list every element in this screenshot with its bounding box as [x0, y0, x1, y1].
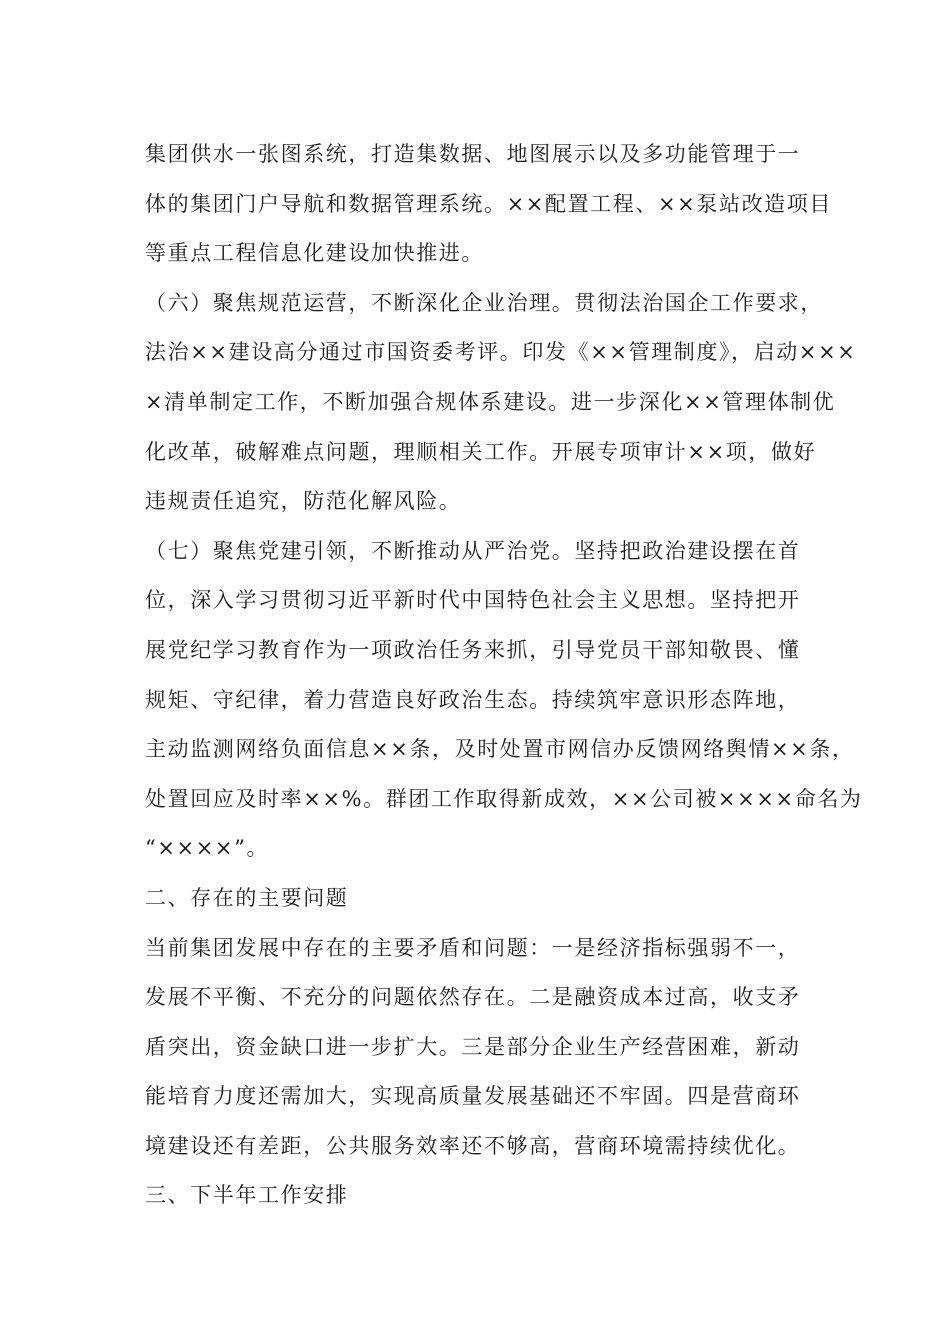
text-line: 处置回应及时率××%。群团工作取得新成效，××公司被××××命名为: [145, 786, 863, 811]
text-line: 发展不平衡、不充分的问题依然存在。二是融资成本过高，收支矛: [145, 985, 801, 1010]
text-line: 能培育力度还需加大，实现高质量发展基础还不牢固。四是营商环: [145, 1084, 801, 1109]
chapter-heading-2: 二、存在的主要问题: [145, 885, 349, 910]
text-line: 等重点工程信息化建设加快推进。: [145, 241, 484, 266]
text-line: 违规责任追究，防范化解风险。: [145, 489, 462, 514]
text-line: 法治××建设高分通过市国资委考评。印发《××管理制度》，启动×××: [145, 340, 857, 365]
text-line: 化改革，破解难点问题，理顺相关工作。开展专项审计××项，做好: [145, 439, 817, 464]
chapter-heading-3: 三、下半年工作安排: [145, 1183, 349, 1208]
text-line: 规矩、守纪律，着力营造良好政治生态。持续筑牢意识形态阵地，: [145, 687, 801, 712]
section-heading-6: （六）聚焦规范运营，不断深化企业治理。贯彻法治国企工作要求，: [145, 290, 823, 315]
section-heading-7: （七）聚焦党建引领，不断推动从严治党。坚持把政治建设摆在首: [145, 538, 801, 563]
text-line: 体的集团门户导航和数据管理系统。××配置工程、××泵站改造项目: [145, 191, 832, 216]
text-line: 当前集团发展中存在的主要矛盾和问题：一是经济指标强弱不一，: [145, 935, 801, 960]
text-line: “××××”。: [145, 836, 270, 861]
text-line: ×清单制定工作，不断加强合规体系建设。进一步深化××管理体制优: [145, 389, 836, 414]
document-body: [145, 130, 863, 1221]
text-line: 展党纪学习教育作为一项政治任务来抓，引导党员干部知敬畏、懂: [145, 637, 801, 662]
text-line: 集团供水一张图系统，打造集数据、地图展示以及多功能管理于一: [145, 142, 801, 166]
text-line: 境建设还有差距，公共服务效率还不够高，营商环境需持续优化。: [145, 1133, 801, 1158]
text-line: 主动监测网络负面信息××条，及时处置市网信办反馈网络舆情××条，: [145, 737, 855, 762]
text-line: 位，深入学习贯彻习近平新时代中国特色社会主义思想。坚持把开: [145, 588, 801, 613]
text-line: 盾突出，资金缺口进一步扩大。三是部分企业生产经营困难，新动: [145, 1034, 801, 1059]
